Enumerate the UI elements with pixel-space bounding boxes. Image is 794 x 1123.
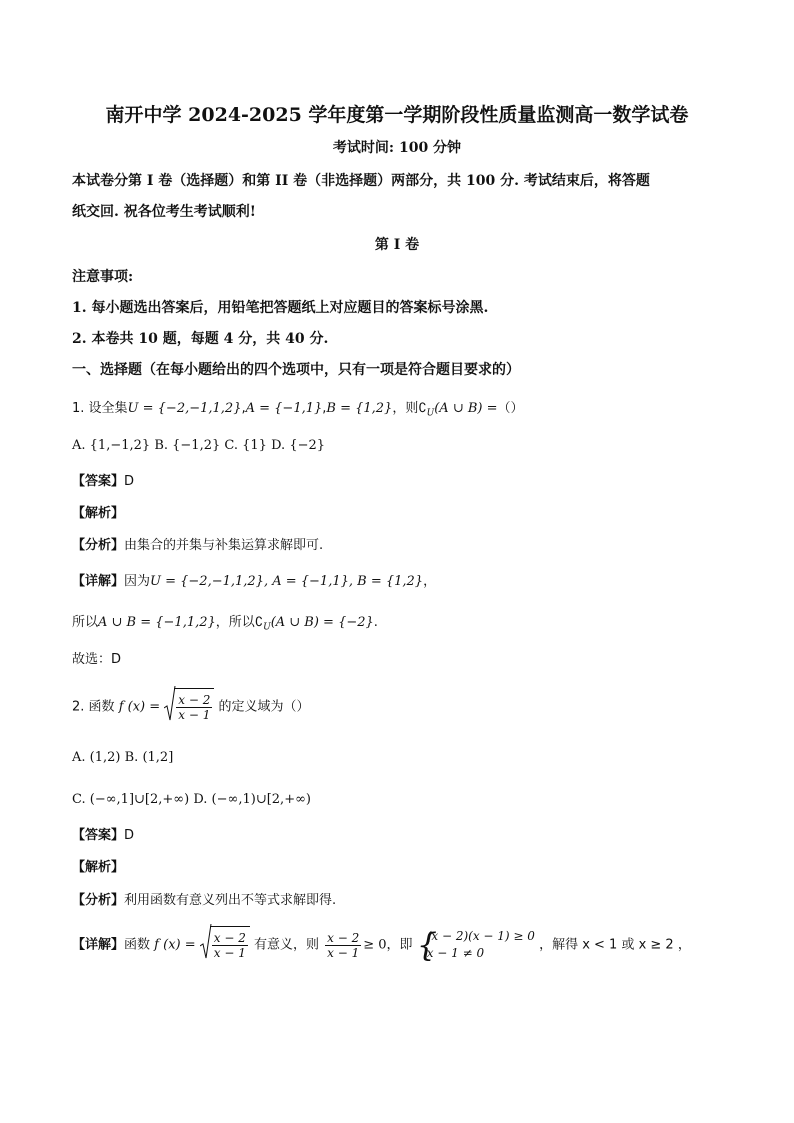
q1-option-d: D. {−2} xyxy=(271,438,326,453)
q1-complement-symbol: ∁ xyxy=(418,401,427,416)
q1-set-b: B = {1,2} xyxy=(326,401,393,416)
radical-icon xyxy=(200,924,212,960)
q1-so: 所以A ∪ B = {−1,1,2}，所以$∁_U(A$ ∪ B) = {−2}. xyxy=(72,615,378,633)
q2-stem: 2. 函数 f (x) = $\frac{x - 2}{x - 1}$ 的定义域为（） xyxy=(72,688,310,726)
q1-options xyxy=(72,436,325,456)
q1-fenxi: 【分析】由集合的并集与补集运算求解即可. xyxy=(72,538,324,553)
radical-icon xyxy=(164,686,176,722)
q1-option-a: A. {1,−1,2} xyxy=(72,438,151,453)
q1-option-b: B. {−1,2} xyxy=(154,438,221,453)
q1-set-a: A = {−1,1} xyxy=(245,401,323,416)
q2-option-b: B. (1,2] xyxy=(124,750,174,765)
q1-choose: 故选：D xyxy=(72,652,122,667)
exam-time: 考试时间: 100 分钟 xyxy=(332,140,462,156)
q2-analysis-label: 【解析】 xyxy=(72,860,125,875)
q2-option-c: C. (−∞,1]∪[2,+∞) xyxy=(72,792,190,807)
q2-option-d: D. (−∞,1)∪[2,+∞) xyxy=(193,792,311,807)
page-title: 南开中学 2024-2025 学年度第一学期阶段性质量监测高一数学试卷 xyxy=(105,104,689,126)
part-heading: 第 I 卷 xyxy=(374,237,420,253)
q1-answer: 【答案】D xyxy=(72,474,135,489)
q2-options-cd xyxy=(72,790,311,810)
note-2: 2. 本卷共 10 题，每题 4 分，共 40 分. xyxy=(72,331,329,347)
note-1: 1. 每小题选出答案后，用铅笔把答题纸上对应题目的答案标号涂黑. xyxy=(72,300,489,316)
q2-options-ab xyxy=(72,748,173,768)
q1-analysis-label: 【解析】 xyxy=(72,506,125,521)
q2-inequality-system: { (x − 2)(x − 1) ≥ 0 x − 1 ≠ 0 xyxy=(416,926,535,964)
q1-stem: 1. 设全集U = {−2,−1,1,2},A = {−1,1},B = {1,2}，则$∁_U(A$ ∪ B) =（） xyxy=(72,401,524,419)
q1-option-c: C. {1} xyxy=(224,438,267,453)
q2-answer: 【答案】D xyxy=(72,828,135,843)
q2-option-a: A. (1,2) xyxy=(72,750,121,765)
q2-detail: 【详解】函数 f (x) = $\frac{x - 2}{x - 1}$ 有意义，则 $\frac{x - 2}{x - 1}$ ≥ 0，即 { (x − 2)(x − 1) ≥ 0 x − 1 ≠ 0 ，解得 x < 1 或 x ≥ 2 ， xyxy=(72,926,691,964)
section-heading: 一、选择题（在每小题给出的四个选项中，只有一项是符合题目要求的） xyxy=(72,362,520,378)
q1-detail: 【详解】因为U = {−2,−1,1,2}, A = {−1,1}, B = {1,2}， xyxy=(72,574,437,589)
q1-ask-expr: (A ∪ B) = xyxy=(434,401,498,416)
intro-line-1: 本试卷分第 I 卷（选择题）和第 II 卷（非选择题）两部分，共 100 分. 考试结束后，将答题 xyxy=(72,173,650,189)
q2-fenxi: 【分析】利用函数有意义列出不等式求解即得. xyxy=(72,893,337,908)
q2-sqrt: $\frac{x - 2}{x - 1}$ xyxy=(164,688,214,726)
q2-fx: f (x) = xyxy=(118,699,161,715)
notes-heading: 注意事项: xyxy=(72,269,134,285)
q1-set-u: U = {−2,−1,1,2} xyxy=(127,401,242,416)
intro-line-2: 纸交回. 祝各位考生考试顺利! xyxy=(72,204,256,220)
brace-icon: { xyxy=(416,926,438,964)
